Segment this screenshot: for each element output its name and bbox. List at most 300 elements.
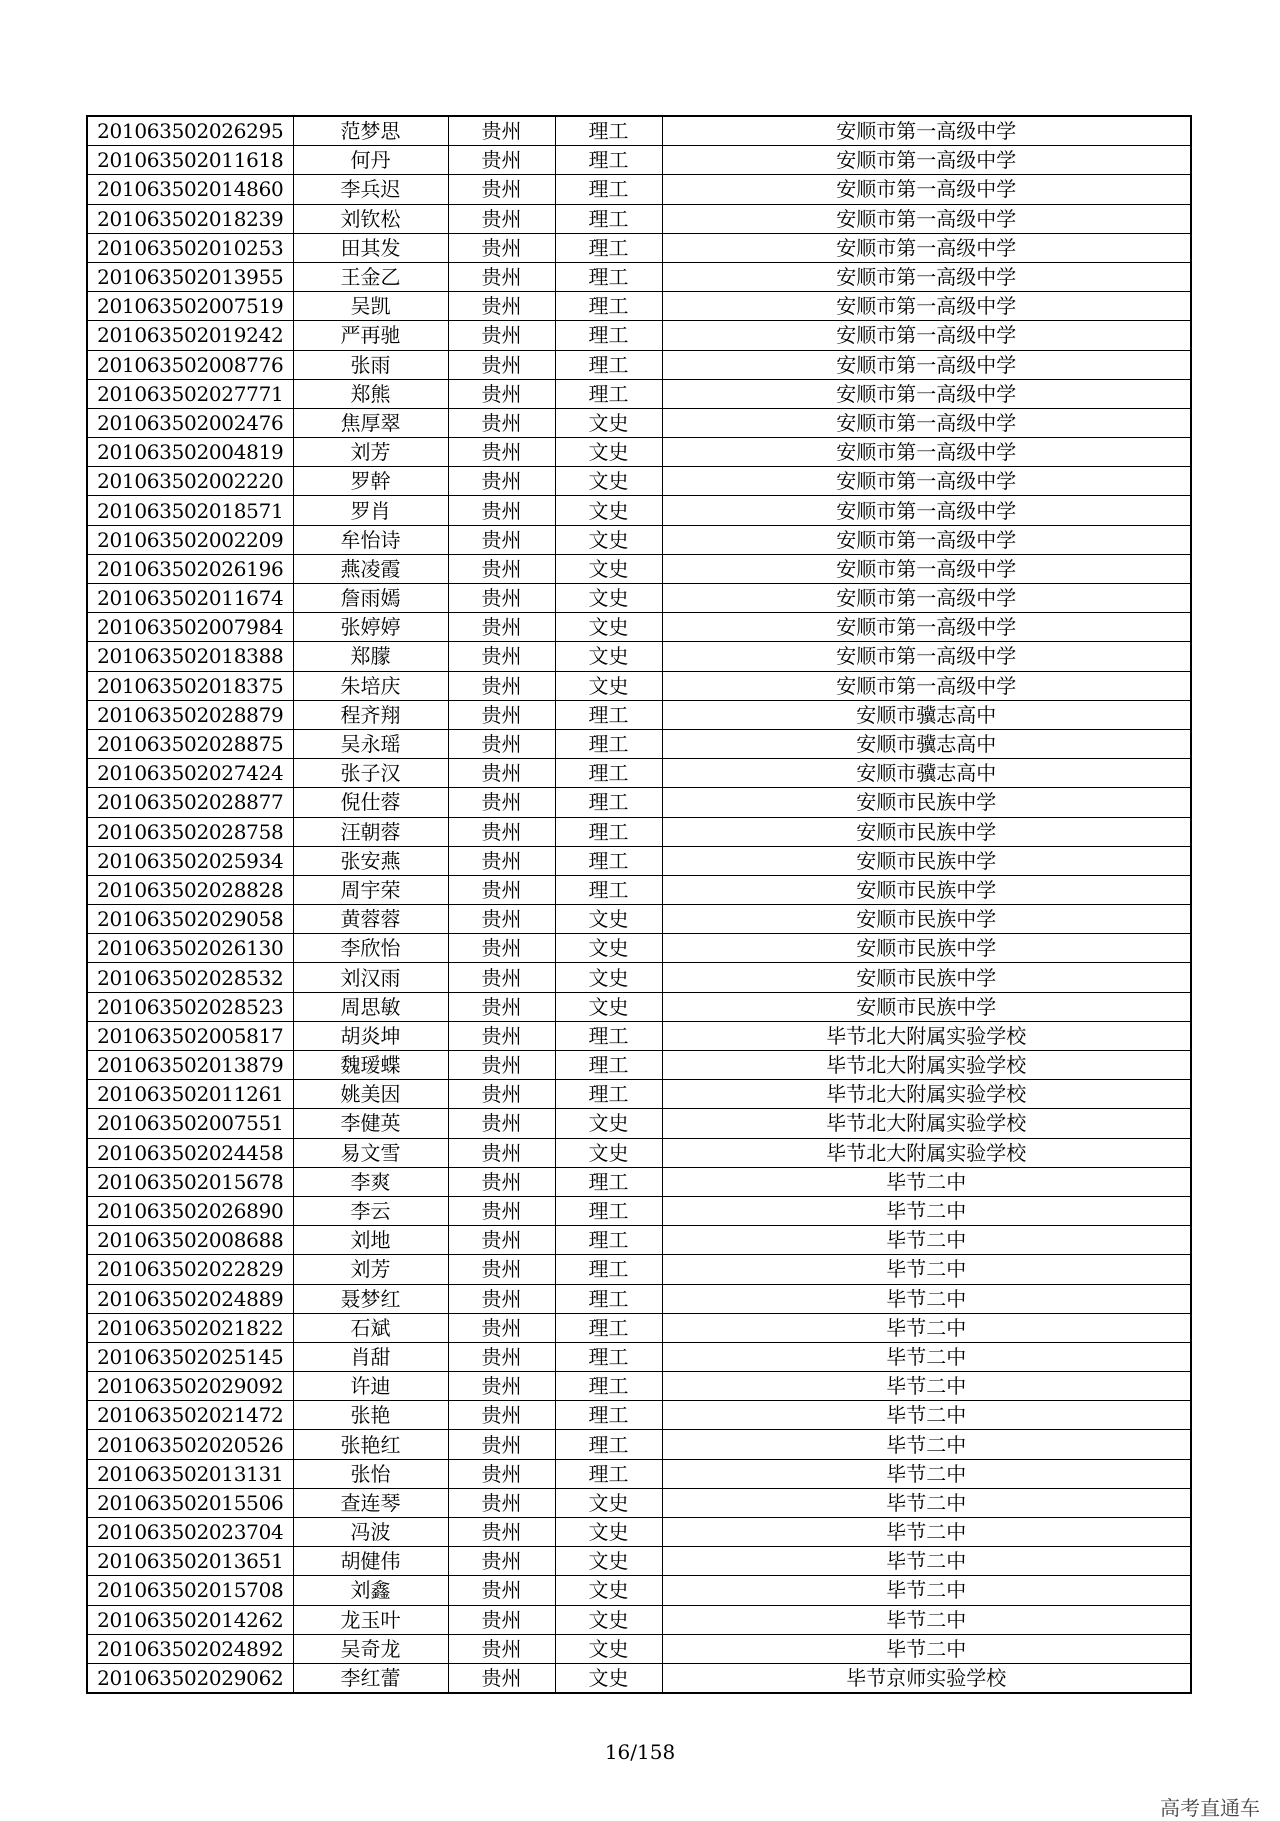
school-cell: 安顺市民族中学: [662, 934, 1191, 963]
category-cell: 理工: [555, 350, 662, 379]
exam-number-cell: 201063502011674: [87, 584, 293, 613]
province-cell: 贵州: [448, 204, 555, 233]
category-cell: 理工: [555, 1021, 662, 1050]
exam-number-cell: 201063502028879: [87, 700, 293, 729]
school-cell: 安顺市第一高级中学: [662, 613, 1191, 642]
table-row: [87, 1605, 1191, 1634]
school-cell: 毕节二中: [662, 1547, 1191, 1576]
table-row: [87, 1080, 1191, 1109]
category-cell: 文史: [555, 1663, 662, 1693]
exam-number-cell: 201063502013879: [87, 1051, 293, 1080]
province-cell: 贵州: [448, 1488, 555, 1517]
province-cell: 贵州: [448, 1313, 555, 1342]
category-cell: 文史: [555, 525, 662, 554]
table-row: [87, 408, 1191, 437]
name-cell: 李欣怡: [293, 934, 448, 963]
table-row: [87, 554, 1191, 583]
province-cell: 贵州: [448, 1459, 555, 1488]
category-cell: 理工: [555, 846, 662, 875]
province-cell: 贵州: [448, 1284, 555, 1313]
category-cell: 文史: [555, 1138, 662, 1167]
table-row: [87, 671, 1191, 700]
category-cell: 文史: [555, 963, 662, 992]
province-cell: 贵州: [448, 992, 555, 1021]
exam-number-cell: 201063502023704: [87, 1518, 293, 1547]
school-cell: 毕节二中: [662, 1634, 1191, 1663]
exam-number-cell: 201063502018388: [87, 642, 293, 671]
name-cell: 张婷婷: [293, 613, 448, 642]
school-cell: 毕节二中: [662, 1255, 1191, 1284]
name-cell: 胡炎坤: [293, 1021, 448, 1050]
table-row: [87, 1109, 1191, 1138]
table-row: [87, 467, 1191, 496]
table-row: [87, 1255, 1191, 1284]
table-row: [87, 963, 1191, 992]
table-row: [87, 1372, 1191, 1401]
name-cell: 詹雨嫣: [293, 584, 448, 613]
school-cell: 安顺市第一高级中学: [662, 408, 1191, 437]
province-cell: 贵州: [448, 788, 555, 817]
name-cell: 倪仕蓉: [293, 788, 448, 817]
school-cell: 毕节北大附属实验学校: [662, 1080, 1191, 1109]
province-cell: 贵州: [448, 1342, 555, 1371]
category-cell: 理工: [555, 1167, 662, 1196]
province-cell: 贵州: [448, 934, 555, 963]
exam-number-cell: 201063502014262: [87, 1605, 293, 1634]
category-cell: 文史: [555, 1488, 662, 1517]
exam-number-cell: 201063502015708: [87, 1576, 293, 1605]
name-cell: 李兵迟: [293, 175, 448, 204]
name-cell: 李红蕾: [293, 1663, 448, 1693]
province-cell: 贵州: [448, 963, 555, 992]
exam-number-cell: 201063502007984: [87, 613, 293, 642]
name-cell: 吴永瑶: [293, 729, 448, 758]
exam-number-cell: 201063502008776: [87, 350, 293, 379]
name-cell: 黄蓉蓉: [293, 905, 448, 934]
name-cell: 郑熊: [293, 379, 448, 408]
exam-number-cell: 201063502024892: [87, 1634, 293, 1663]
page-number: 16/158: [604, 1740, 676, 1764]
school-cell: 毕节二中: [662, 1167, 1191, 1196]
name-cell: 冯波: [293, 1518, 448, 1547]
name-cell: 李健英: [293, 1109, 448, 1138]
category-cell: 文史: [555, 1109, 662, 1138]
exam-number-cell: 201063502021822: [87, 1313, 293, 1342]
school-cell: 安顺市第一高级中学: [662, 116, 1191, 146]
category-cell: 文史: [555, 438, 662, 467]
category-cell: 理工: [555, 175, 662, 204]
province-cell: 贵州: [448, 1021, 555, 1050]
name-cell: 胡健伟: [293, 1547, 448, 1576]
exam-number-cell: 201063502029092: [87, 1372, 293, 1401]
exam-number-cell: 201063502008688: [87, 1226, 293, 1255]
table-row: [87, 496, 1191, 525]
name-cell: 张艳: [293, 1401, 448, 1430]
name-cell: 查连琴: [293, 1488, 448, 1517]
admission-list-table: [86, 115, 1192, 1694]
category-cell: 理工: [555, 1401, 662, 1430]
province-cell: 贵州: [448, 1051, 555, 1080]
exam-number-cell: 201063502026130: [87, 934, 293, 963]
category-cell: 理工: [555, 1255, 662, 1284]
school-cell: 毕节二中: [662, 1401, 1191, 1430]
category-cell: 理工: [555, 204, 662, 233]
category-cell: 理工: [555, 321, 662, 350]
school-cell: 安顺市民族中学: [662, 817, 1191, 846]
table-row: [87, 1021, 1191, 1050]
exam-number-cell: 201063502028877: [87, 788, 293, 817]
category-cell: 理工: [555, 116, 662, 146]
province-cell: 贵州: [448, 1576, 555, 1605]
name-cell: 刘汉雨: [293, 963, 448, 992]
province-cell: 贵州: [448, 1605, 555, 1634]
school-cell: 安顺市骥志高中: [662, 729, 1191, 758]
table-row: [87, 1663, 1191, 1693]
school-cell: 毕节二中: [662, 1284, 1191, 1313]
name-cell: 刘芳: [293, 1255, 448, 1284]
province-cell: 贵州: [448, 1080, 555, 1109]
school-cell: 毕节二中: [662, 1576, 1191, 1605]
name-cell: 周思敏: [293, 992, 448, 1021]
table-row: [87, 788, 1191, 817]
category-cell: 文史: [555, 671, 662, 700]
category-cell: 理工: [555, 1051, 662, 1080]
school-cell: 安顺市第一高级中学: [662, 175, 1191, 204]
province-cell: 贵州: [448, 1167, 555, 1196]
exam-number-cell: 201063502028523: [87, 992, 293, 1021]
table-row: [87, 321, 1191, 350]
category-cell: 文史: [555, 642, 662, 671]
province-cell: 贵州: [448, 1663, 555, 1693]
name-cell: 吴凯: [293, 292, 448, 321]
name-cell: 罗肖: [293, 496, 448, 525]
school-cell: 安顺市第一高级中学: [662, 525, 1191, 554]
province-cell: 贵州: [448, 729, 555, 758]
category-cell: 理工: [555, 1342, 662, 1371]
category-cell: 理工: [555, 1196, 662, 1225]
school-cell: 毕节北大附属实验学校: [662, 1051, 1191, 1080]
name-cell: 燕凌霞: [293, 554, 448, 583]
table-row: [87, 817, 1191, 846]
name-cell: 易文雪: [293, 1138, 448, 1167]
table-row: [87, 1313, 1191, 1342]
table-row: [87, 729, 1191, 758]
table-row: [87, 1430, 1191, 1459]
school-cell: 毕节二中: [662, 1372, 1191, 1401]
province-cell: 贵州: [448, 1196, 555, 1225]
name-cell: 刘鑫: [293, 1576, 448, 1605]
category-cell: 理工: [555, 788, 662, 817]
table-row: [87, 1284, 1191, 1313]
school-cell: 安顺市第一高级中学: [662, 292, 1191, 321]
exam-number-cell: 201063502028875: [87, 729, 293, 758]
category-cell: 文史: [555, 584, 662, 613]
province-cell: 贵州: [448, 1547, 555, 1576]
exam-number-cell: 201063502002209: [87, 525, 293, 554]
table-row: [87, 1576, 1191, 1605]
table-row: [87, 1518, 1191, 1547]
category-cell: 理工: [555, 1284, 662, 1313]
province-cell: 贵州: [448, 292, 555, 321]
name-cell: 石斌: [293, 1313, 448, 1342]
school-cell: 安顺市第一高级中学: [662, 467, 1191, 496]
exam-number-cell: 201063502011261: [87, 1080, 293, 1109]
category-cell: 理工: [555, 729, 662, 758]
category-cell: 理工: [555, 700, 662, 729]
name-cell: 田其发: [293, 233, 448, 262]
school-cell: 安顺市第一高级中学: [662, 554, 1191, 583]
category-cell: 理工: [555, 379, 662, 408]
category-cell: 文史: [555, 467, 662, 496]
exam-number-cell: 201063502028758: [87, 817, 293, 846]
exam-number-cell: 201063502027424: [87, 759, 293, 788]
exam-number-cell: 201063502010253: [87, 233, 293, 262]
category-cell: 文史: [555, 905, 662, 934]
school-cell: 安顺市第一高级中学: [662, 671, 1191, 700]
school-cell: 毕节二中: [662, 1196, 1191, 1225]
category-cell: 理工: [555, 146, 662, 175]
school-cell: 安顺市第一高级中学: [662, 262, 1191, 291]
table-body: [87, 116, 1191, 1693]
province-cell: 贵州: [448, 438, 555, 467]
province-cell: 贵州: [448, 642, 555, 671]
name-cell: 汪朝蓉: [293, 817, 448, 846]
province-cell: 贵州: [448, 1109, 555, 1138]
school-cell: 毕节北大附属实验学校: [662, 1138, 1191, 1167]
exam-number-cell: 201063502018571: [87, 496, 293, 525]
category-cell: 理工: [555, 1080, 662, 1109]
table-row: [87, 642, 1191, 671]
exam-number-cell: 201063502013651: [87, 1547, 293, 1576]
province-cell: 贵州: [448, 584, 555, 613]
school-cell: 安顺市骥志高中: [662, 700, 1191, 729]
name-cell: 严再驰: [293, 321, 448, 350]
school-cell: 毕节二中: [662, 1430, 1191, 1459]
table-row: [87, 1196, 1191, 1225]
table-row: [87, 233, 1191, 262]
category-cell: 文史: [555, 1605, 662, 1634]
table-row: [87, 1167, 1191, 1196]
school-cell: 安顺市骥志高中: [662, 759, 1191, 788]
exam-number-cell: 201063502002476: [87, 408, 293, 437]
category-cell: 理工: [555, 233, 662, 262]
school-cell: 安顺市第一高级中学: [662, 584, 1191, 613]
name-cell: 程齐翔: [293, 700, 448, 729]
school-cell: 安顺市民族中学: [662, 846, 1191, 875]
school-cell: 安顺市第一高级中学: [662, 496, 1191, 525]
province-cell: 贵州: [448, 846, 555, 875]
name-cell: 许迪: [293, 1372, 448, 1401]
category-cell: 理工: [555, 1313, 662, 1342]
province-cell: 贵州: [448, 525, 555, 554]
table-row: [87, 379, 1191, 408]
name-cell: 范梦思: [293, 116, 448, 146]
exam-number-cell: 201063502024458: [87, 1138, 293, 1167]
school-cell: 毕节二中: [662, 1488, 1191, 1517]
exam-number-cell: 201063502011618: [87, 146, 293, 175]
school-cell: 安顺市第一高级中学: [662, 146, 1191, 175]
table-row: [87, 1459, 1191, 1488]
school-cell: 毕节二中: [662, 1459, 1191, 1488]
table-row: [87, 1138, 1191, 1167]
exam-number-cell: 201063502002220: [87, 467, 293, 496]
table-row: [87, 934, 1191, 963]
exam-number-cell: 201063502029062: [87, 1663, 293, 1693]
table-row: [87, 1051, 1191, 1080]
name-cell: 刘钦松: [293, 204, 448, 233]
category-cell: 理工: [555, 262, 662, 291]
name-cell: 何丹: [293, 146, 448, 175]
province-cell: 贵州: [448, 1518, 555, 1547]
name-cell: 姚美因: [293, 1080, 448, 1109]
exam-number-cell: 201063502025934: [87, 846, 293, 875]
name-cell: 李爽: [293, 1167, 448, 1196]
category-cell: 文史: [555, 1518, 662, 1547]
table-row: [87, 438, 1191, 467]
school-cell: 安顺市第一高级中学: [662, 204, 1191, 233]
name-cell: 肖甜: [293, 1342, 448, 1371]
table-row: [87, 1488, 1191, 1517]
table-row: [87, 759, 1191, 788]
name-cell: 刘芳: [293, 438, 448, 467]
name-cell: 张子汉: [293, 759, 448, 788]
name-cell: 龙玉叶: [293, 1605, 448, 1634]
school-cell: 毕节二中: [662, 1605, 1191, 1634]
province-cell: 贵州: [448, 321, 555, 350]
exam-number-cell: 201063502027771: [87, 379, 293, 408]
category-cell: 理工: [555, 875, 662, 904]
school-cell: 安顺市民族中学: [662, 788, 1191, 817]
category-cell: 文史: [555, 496, 662, 525]
school-cell: 安顺市第一高级中学: [662, 321, 1191, 350]
exam-number-cell: 201063502028532: [87, 963, 293, 992]
province-cell: 贵州: [448, 905, 555, 934]
province-cell: 贵州: [448, 700, 555, 729]
school-cell: 毕节二中: [662, 1226, 1191, 1255]
name-cell: 吴奇龙: [293, 1634, 448, 1663]
table-row: [87, 992, 1191, 1021]
table-row: [87, 700, 1191, 729]
exam-number-cell: 201063502020526: [87, 1430, 293, 1459]
table-row: [87, 292, 1191, 321]
exam-number-cell: 201063502007551: [87, 1109, 293, 1138]
school-cell: 毕节北大附属实验学校: [662, 1109, 1191, 1138]
category-cell: 文史: [555, 1634, 662, 1663]
table-row: [87, 584, 1191, 613]
category-cell: 理工: [555, 817, 662, 846]
table-row: [87, 1342, 1191, 1371]
name-cell: 聂梦红: [293, 1284, 448, 1313]
province-cell: 贵州: [448, 408, 555, 437]
category-cell: 理工: [555, 1459, 662, 1488]
exam-number-cell: 201063502015506: [87, 1488, 293, 1517]
province-cell: 贵州: [448, 554, 555, 583]
table-row: [87, 613, 1191, 642]
school-cell: 毕节二中: [662, 1313, 1191, 1342]
province-cell: 贵州: [448, 1430, 555, 1459]
province-cell: 贵州: [448, 1634, 555, 1663]
school-cell: 毕节京师实验学校: [662, 1663, 1191, 1693]
name-cell: 郑朦: [293, 642, 448, 671]
table-row: [87, 1226, 1191, 1255]
province-cell: 贵州: [448, 671, 555, 700]
name-cell: 魏瑷蝶: [293, 1051, 448, 1080]
category-cell: 文史: [555, 554, 662, 583]
exam-number-cell: 201063502018375: [87, 671, 293, 700]
table-row: [87, 146, 1191, 175]
province-cell: 贵州: [448, 116, 555, 146]
table-row: [87, 875, 1191, 904]
table-row: [87, 905, 1191, 934]
province-cell: 贵州: [448, 175, 555, 204]
province-cell: 贵州: [448, 262, 555, 291]
table-row: [87, 1634, 1191, 1663]
exam-number-cell: 201063502005817: [87, 1021, 293, 1050]
watermark-text: 高考直通车: [1160, 1796, 1260, 1820]
name-cell: 张雨: [293, 350, 448, 379]
school-cell: 安顺市第一高级中学: [662, 379, 1191, 408]
school-cell: 安顺市第一高级中学: [662, 438, 1191, 467]
table-row: [87, 846, 1191, 875]
category-cell: 文史: [555, 992, 662, 1021]
exam-number-cell: 201063502022829: [87, 1255, 293, 1284]
category-cell: 文史: [555, 613, 662, 642]
exam-number-cell: 201063502007519: [87, 292, 293, 321]
exam-number-cell: 201063502026890: [87, 1196, 293, 1225]
exam-number-cell: 201063502029058: [87, 905, 293, 934]
category-cell: 理工: [555, 1372, 662, 1401]
exam-number-cell: 201063502025145: [87, 1342, 293, 1371]
category-cell: 理工: [555, 292, 662, 321]
exam-number-cell: 201063502019242: [87, 321, 293, 350]
school-cell: 安顺市民族中学: [662, 992, 1191, 1021]
name-cell: 周宇荣: [293, 875, 448, 904]
exam-number-cell: 201063502013131: [87, 1459, 293, 1488]
school-cell: 毕节北大附属实验学校: [662, 1021, 1191, 1050]
exam-number-cell: 201063502028828: [87, 875, 293, 904]
table-row: [87, 525, 1191, 554]
exam-number-cell: 201063502004819: [87, 438, 293, 467]
category-cell: 理工: [555, 1226, 662, 1255]
name-cell: 刘地: [293, 1226, 448, 1255]
school-cell: 安顺市第一高级中学: [662, 642, 1191, 671]
category-cell: 理工: [555, 759, 662, 788]
table-row: [87, 350, 1191, 379]
exam-number-cell: 201063502013955: [87, 262, 293, 291]
exam-number-cell: 201063502015678: [87, 1167, 293, 1196]
name-cell: 朱培庆: [293, 671, 448, 700]
table-row: [87, 1401, 1191, 1430]
province-cell: 贵州: [448, 350, 555, 379]
province-cell: 贵州: [448, 817, 555, 846]
school-cell: 毕节二中: [662, 1342, 1191, 1371]
category-cell: 理工: [555, 1430, 662, 1459]
province-cell: 贵州: [448, 233, 555, 262]
name-cell: 王金乙: [293, 262, 448, 291]
province-cell: 贵州: [448, 1226, 555, 1255]
province-cell: 贵州: [448, 613, 555, 642]
exam-number-cell: 201063502024889: [87, 1284, 293, 1313]
table-row: [87, 175, 1191, 204]
province-cell: 贵州: [448, 875, 555, 904]
category-cell: 文史: [555, 408, 662, 437]
province-cell: 贵州: [448, 379, 555, 408]
name-cell: 张安燕: [293, 846, 448, 875]
school-cell: 安顺市民族中学: [662, 875, 1191, 904]
province-cell: 贵州: [448, 1138, 555, 1167]
exam-number-cell: 201063502021472: [87, 1401, 293, 1430]
name-cell: 张怡: [293, 1459, 448, 1488]
